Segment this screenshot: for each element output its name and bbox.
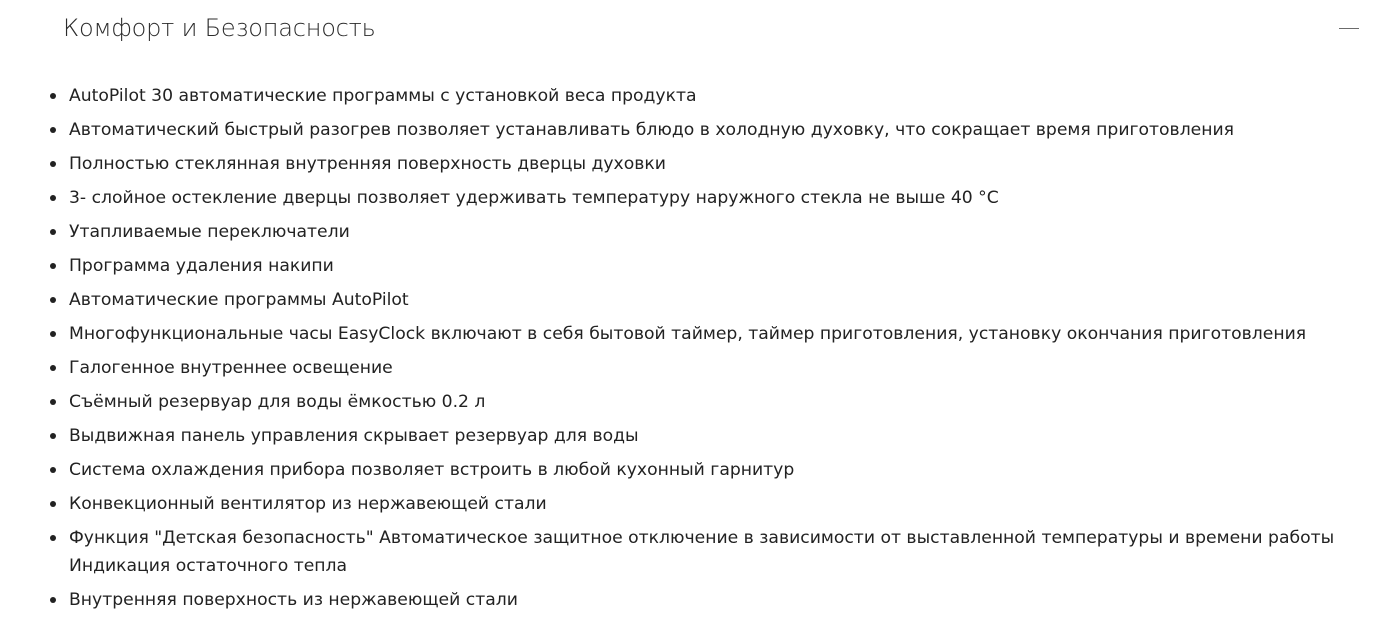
bullet-icon: [50, 365, 56, 371]
feature-text: Автоматический быстрый разогрев позволяет устанавливать блюдо в холодную духовку, что сокращает время приготовления: [69, 120, 1234, 140]
bullet-icon: [50, 93, 56, 99]
collapse-toggle-button[interactable]: [1336, 14, 1364, 42]
list-item: [46, 218, 1386, 246]
list-item: [46, 252, 1386, 280]
feature-text: Конвекционный вентилятор из нержавеющей стали: [69, 494, 547, 514]
bullet-icon: [50, 229, 56, 235]
list-item: [46, 150, 1386, 178]
feature-text: Система охлаждения прибора позволяет встроить в любой кухонный гарнитур: [69, 460, 795, 480]
features-list: [46, 82, 1386, 620]
feature-text: Полностью стеклянная внутренняя поверхность дверцы духовки: [69, 154, 666, 174]
list-item: [46, 286, 1386, 314]
bullet-icon: [50, 535, 56, 541]
feature-text: Внутренняя поверхность из нержавеющей стали: [69, 590, 518, 610]
feature-text: Программа удаления накипи: [69, 256, 334, 276]
bullet-icon: [50, 433, 56, 439]
list-item: [46, 82, 1386, 110]
feature-text: AutoPilot 30 автоматические программы с установкой веса продукта: [69, 86, 697, 106]
feature-text: Функция "Детская безопасность" Автоматическое защитное отключение в зависимости от выставленной температуры и времени работы: [69, 528, 1335, 548]
list-item: [46, 184, 1386, 212]
feature-text: Выдвижная панель управления скрывает резервуар для воды: [69, 426, 639, 446]
list-item: [46, 586, 1386, 614]
feature-text-continued: Индикация остаточного тепла: [69, 556, 348, 576]
minus-icon: [1339, 28, 1359, 29]
bullet-icon: [50, 297, 56, 303]
feature-text: 3- слойное остекление дверцы позволяет удерживать температуру наружного стекла не выше 40 °С: [69, 188, 999, 208]
list-item: [46, 490, 1386, 518]
bullet-icon: [50, 263, 56, 269]
list-item: [46, 320, 1386, 348]
feature-text: Утапливаемые переключатели: [69, 222, 350, 242]
bullet-icon: [50, 195, 56, 201]
bullet-icon: [50, 161, 56, 167]
feature-text: Автоматические программы AutoPilot: [69, 290, 409, 310]
bullet-icon: [50, 399, 56, 405]
feature-text: Галогенное внутреннее освещение: [69, 358, 393, 378]
list-item: [46, 524, 1386, 580]
bullet-icon: [50, 331, 56, 337]
list-item: [46, 388, 1386, 416]
list-item: [46, 456, 1386, 484]
feature-text: Многофункциональные часы EasyClock включают в себя бытовой таймер, таймер приготовления, установку окончания приготовления: [69, 324, 1307, 344]
bullet-icon: [50, 127, 56, 133]
section-title: Комфорт и Безопасность: [63, 14, 376, 42]
section-header[interactable]: [0, 0, 1398, 60]
bullet-icon: [50, 597, 56, 603]
list-item: [46, 116, 1386, 144]
feature-text: Съёмный резервуар для воды ёмкостью 0.2 л: [69, 392, 486, 412]
list-item: [46, 422, 1386, 450]
list-item: [46, 354, 1386, 382]
bullet-icon: [50, 467, 56, 473]
bullet-icon: [50, 501, 56, 507]
